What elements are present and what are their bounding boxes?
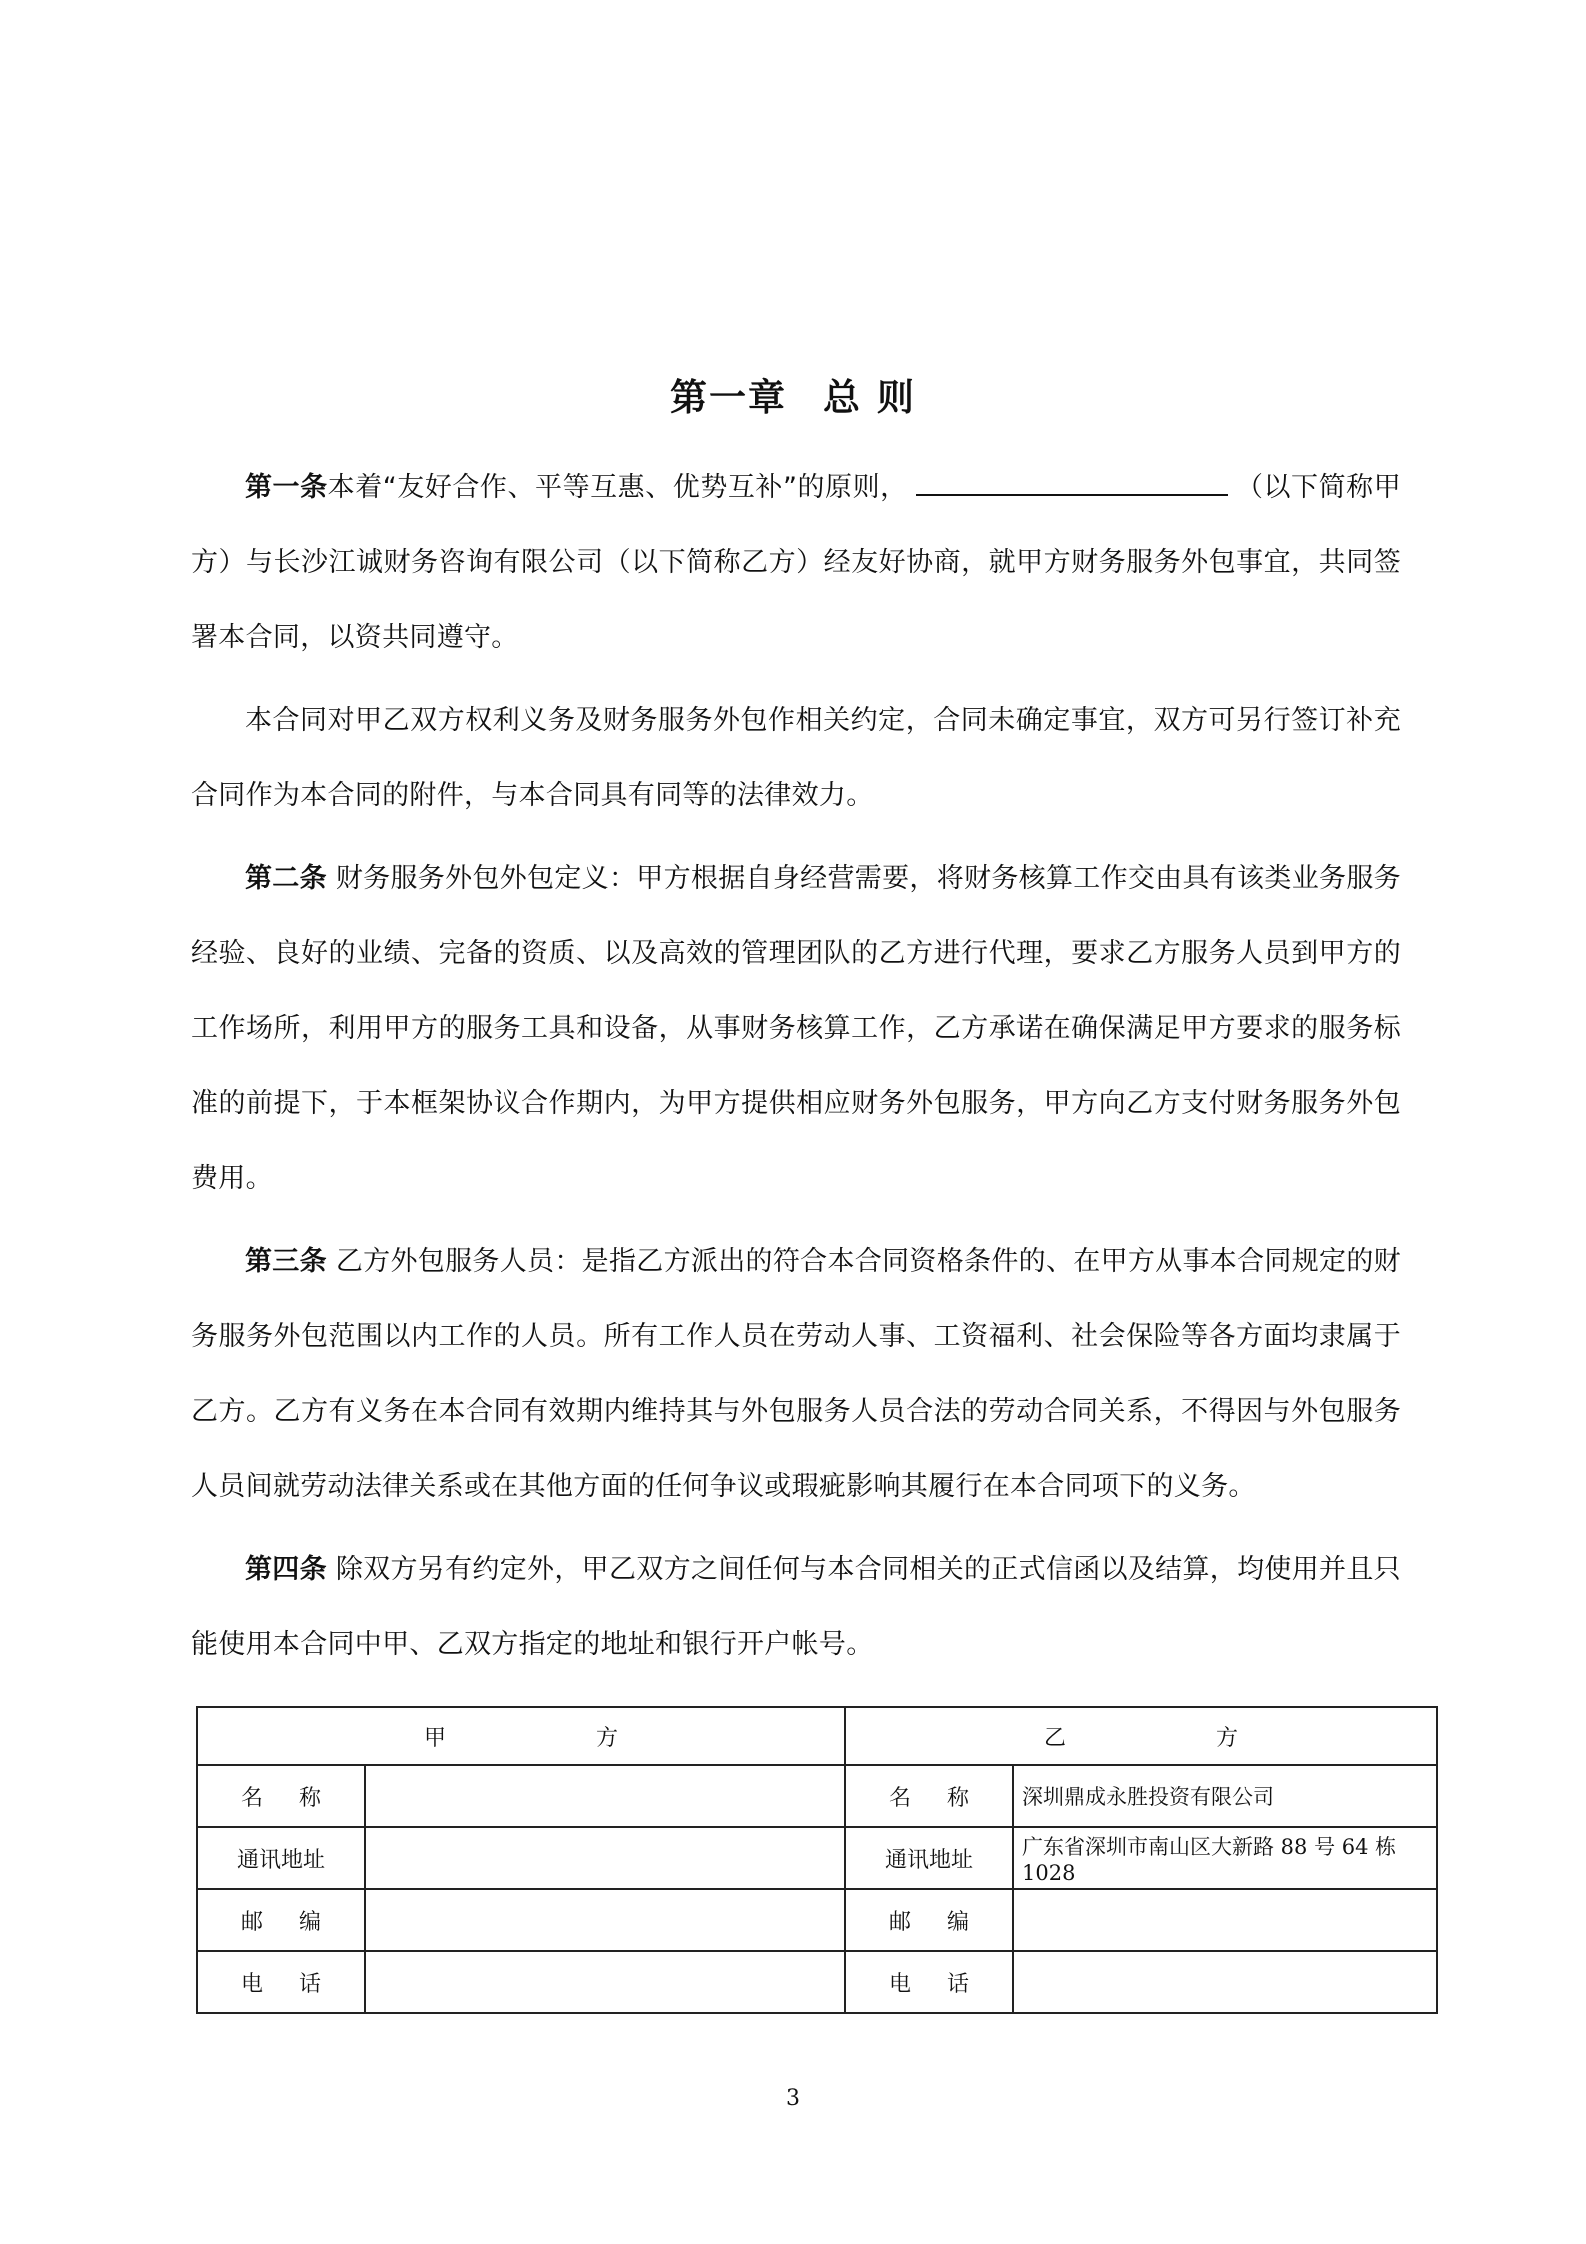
- row-label: 通讯地址: [845, 1827, 1013, 1889]
- page-number: 3: [786, 2086, 800, 2111]
- party-a-name-blank[interactable]: [916, 472, 1228, 496]
- chapter-title: [0, 370, 1586, 426]
- article-3: [191, 1224, 1401, 1524]
- row-label: 邮编: [845, 1889, 1013, 1951]
- article-text: 本合同对甲乙双方权利义务及财务服务外包作相关约定，合同未确定事宜，双方可另行签订补充合同作为本合同的附件，与本合同具有同等的法律效力。: [191, 705, 1401, 811]
- article-text: 财务服务外包外包定义：甲方根据自身经营需要，将财务核算工作交由具有该类业务服务经验、良好的业绩、完备的资质、以及高效的管理团队的乙方进行代理，要求乙方服务人员到甲方的工作场所，利用甲方的服务工具和设备，从事财务核算工作，乙方承诺在确保满足甲方要求的服务标准的前提下，于本框架协议合作期内，为甲方提供相应财务外包服务，甲方向乙方支付财务服务外包费用。: [191, 863, 1401, 1194]
- party-a-postcode-cell[interactable]: [365, 1889, 845, 1951]
- article-text: 本着“友好合作、平等互惠、优势互补”的原则，: [327, 472, 908, 503]
- table-row: [197, 1889, 1437, 1951]
- article-1: [191, 450, 1401, 675]
- row-label: 名称: [197, 1765, 365, 1827]
- article-2: [191, 841, 1401, 1216]
- article-label: 第一条: [245, 472, 328, 503]
- article-text: 除双方另有约定外，甲乙双方之间任何与本合同相关的正式信函以及结算，均使用并且只能使用本合同中甲、乙双方指定的地址和银行开户帐号。: [191, 1554, 1401, 1660]
- party-a-header: 甲方: [197, 1707, 845, 1765]
- party-b-name-cell[interactable]: 深圳鼎成永胜投资有限公司: [1013, 1765, 1437, 1827]
- article-1-supplement: [191, 683, 1401, 833]
- row-label: 通讯地址: [197, 1827, 365, 1889]
- party-b-postcode-cell[interactable]: [1013, 1889, 1437, 1951]
- table-row: [197, 1827, 1437, 1889]
- article-text: （以下简称甲方）与长沙江诚财务咨询有限公司（以下简称乙方）经友好协商，就甲方财务服务外包事宜，共同签署本合同，以资共同遵守。: [191, 472, 1401, 653]
- row-label: 邮编: [197, 1889, 365, 1951]
- article-label: 第四条: [245, 1554, 327, 1585]
- row-label: 电话: [197, 1951, 365, 2013]
- chapter-number: 第一章: [670, 376, 788, 419]
- party-a-phone-cell[interactable]: [365, 1951, 845, 2013]
- party-b-address-cell[interactable]: 广东省深圳市南山区大新路 88 号 64 栋 1028: [1013, 1827, 1437, 1889]
- party-a-name-cell[interactable]: [365, 1765, 845, 1827]
- party-b-phone-cell[interactable]: [1013, 1951, 1437, 2013]
- table-header-row: [197, 1707, 1437, 1765]
- contract-body: [191, 450, 1401, 1682]
- party-info-table: [196, 1706, 1438, 2014]
- party-a-address-cell[interactable]: [365, 1827, 845, 1889]
- party-b-header: 乙方: [845, 1707, 1437, 1765]
- table-row: [197, 1765, 1437, 1827]
- row-label: 名称: [845, 1765, 1013, 1827]
- article-label: 第二条: [245, 863, 327, 894]
- table-row: [197, 1951, 1437, 2013]
- chapter-name: 总 则: [823, 376, 916, 419]
- row-label: 电话: [845, 1951, 1013, 2013]
- article-4: [191, 1532, 1401, 1682]
- article-text: 乙方外包服务人员：是指乙方派出的符合本合同资格条件的、在甲方从事本合同规定的财务服务外包范围以内工作的人员。所有工作人员在劳动人事、工资福利、社会保险等各方面均隶属于乙方。乙方有义务在本合同有效期内维持其与外包服务人员合法的劳动合同关系，不得因与外包服务人员间就劳动法律关系或在其他方面的任何争议或瑕疵影响其履行在本合同项下的义务。: [191, 1246, 1401, 1502]
- article-label: 第三条: [245, 1246, 327, 1277]
